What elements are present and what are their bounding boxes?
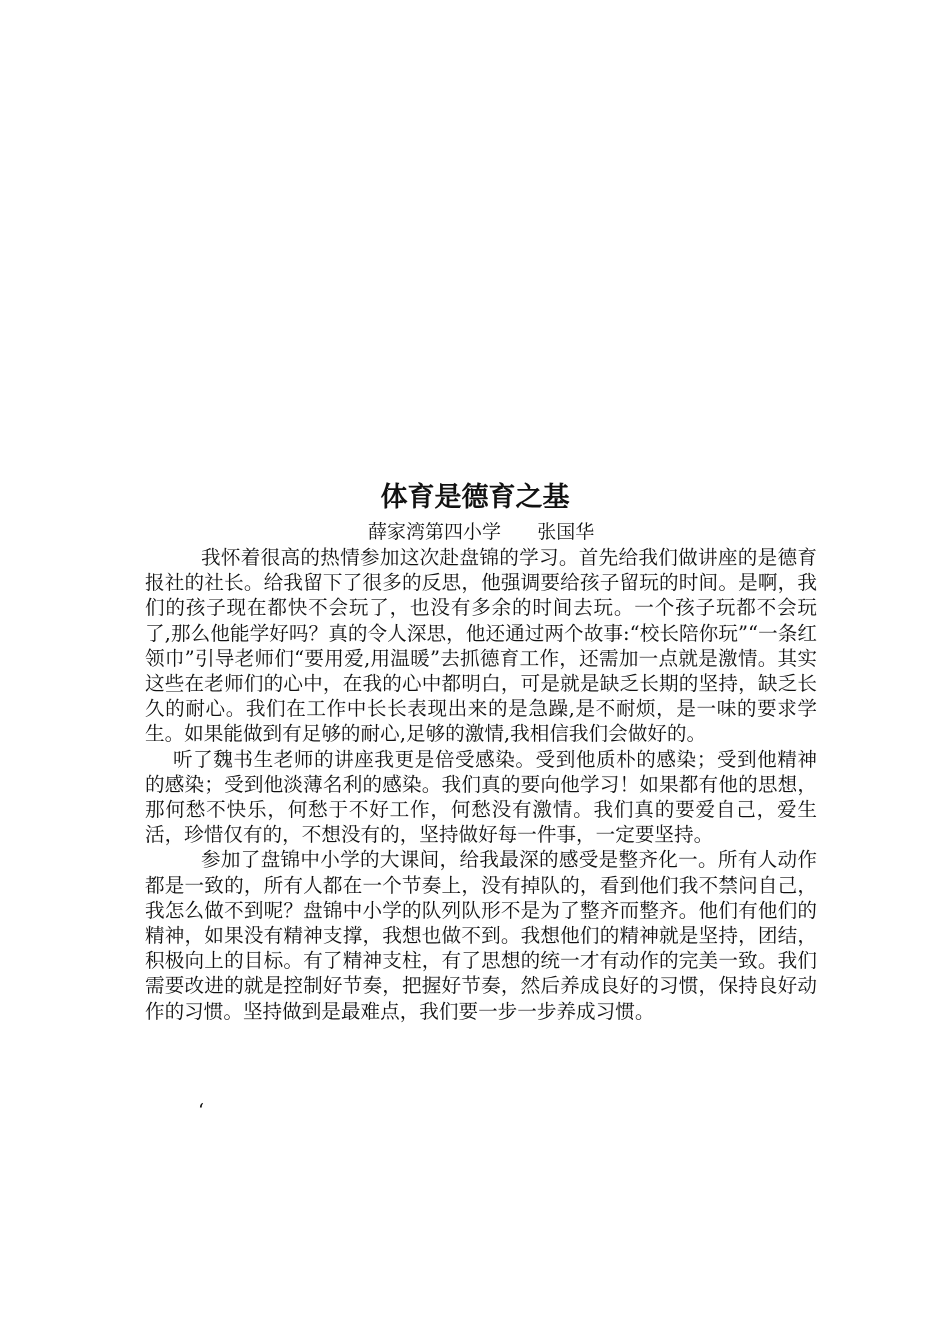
document-title: 体育是德育之基	[380, 482, 570, 513]
author-byline: 薛家湾第四小学 张国华	[368, 521, 595, 543]
paragraph-3: 参加了盘锦中小学的大课间，给我最深的感受是整齐化一。所有人动作都是一致的，所有人都在一个节奏上，没有掉队的，看到他们我不禁问自己，我怎么做不到呢？盘锦中小学的队列队形不是为了整齐而整齐。他们有他们的精神，如果没有精神支撑，我想也做不到。我想他们的精神就是坚持，团结，积极向上的目标。有了精神支柱，有了思想的统一才有动作的完美一致。我们需要改进的就是控制好节奏，把握好节奏，然后养成良好的习惯，保持良好动作的习惯。坚持做到是最难点，我们要一步一步养成习惯。	[145, 848, 817, 1023]
trailing-mark: ‘	[198, 1100, 205, 1122]
document-body	[145, 545, 817, 1024]
paragraph-1: 我怀着很高的热情参加这次赴盘锦的学习。首先给我们做讲座的是德育报社的社长。给我留下了很多的反思，他强调要给孩子留玩的时间。是啊，我们的孩子现在都快不会玩了，也没有多余的时间去玩。一个孩子玩都不会玩了,那么他能学好吗？真的令人深思，他还通过两个故事:“校长陪你玩”“一条红领巾”引导老师们“要用爱,用温暖”去抓德育工作，还需加一点就是激情。其实这些在老师们的心中，在我的心中都明白，可是就是缺乏长期的坚持，缺乏长久的耐心。我们在工作中长长表现出来的是急躁,是不耐烦，是一味的要求学生。如果能做到有足够的耐心,足够的激情,我相信我们会做好的。	[145, 546, 817, 746]
paragraph-2: 听了魏书生老师的讲座我更是倍受感染。受到他质朴的感染；受到他精神的感染；受到他淡薄名利的感染。我们真的要向他学习！如果都有他的思想，那何愁不快乐，何愁于不好工作，何愁没有激情。我们真的要爱自己，爱生活，珍惜仅有的，不想没有的，坚持做好每一件事，一定要坚持。	[145, 747, 817, 847]
